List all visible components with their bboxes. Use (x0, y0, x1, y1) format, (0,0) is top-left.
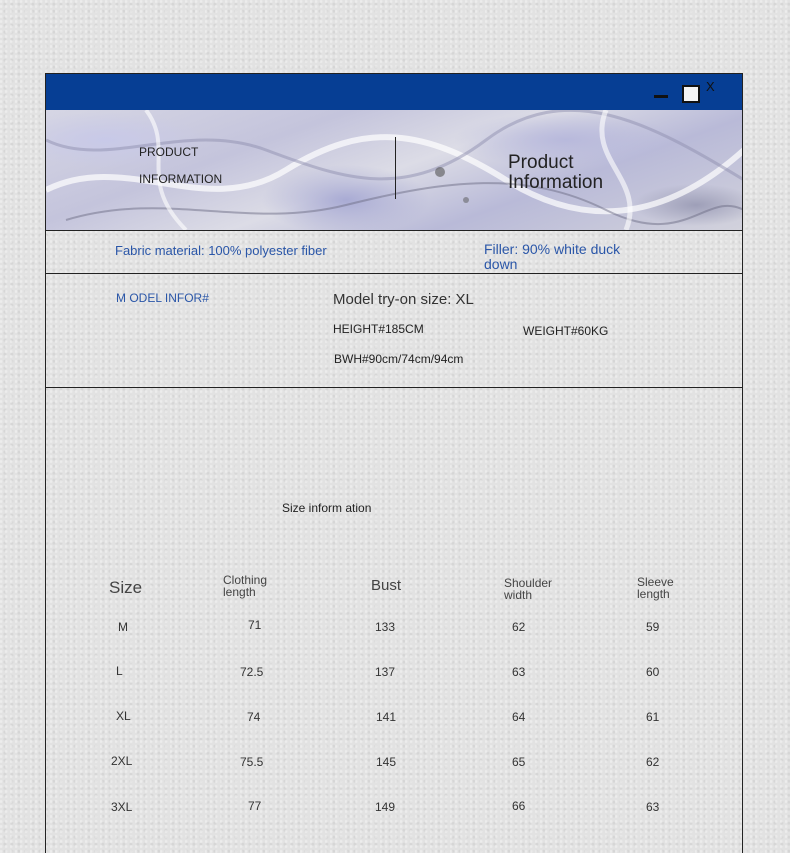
header-sleeve-length: Sleeve length (637, 575, 674, 601)
cell-bust: 141 (376, 710, 397, 724)
size-info-title: Size inform ation (282, 501, 372, 515)
product-banner (46, 110, 742, 230)
cell-shoulder-width: 66 (512, 799, 526, 813)
cell-size: 2XL (111, 754, 133, 768)
cell-size: M (118, 620, 128, 634)
banner-title: Product Information (508, 152, 604, 193)
cell-clothing-length: 71 (248, 618, 262, 632)
header-clothing-length: Clothing length (223, 573, 268, 599)
filler-material: Filler: 90% white duck down (484, 241, 621, 272)
cell-clothing-length: 77 (248, 799, 262, 813)
table-row (46, 710, 744, 730)
cell-shoulder-width: 65 (512, 755, 526, 769)
maximize-icon[interactable] (682, 85, 700, 103)
fabric-material: Fabric material: 100% polyester fiber (115, 243, 327, 258)
cell-sleeve-length: 63 (646, 800, 660, 814)
model-bwh: BWH#90cm/74cm/94cm (334, 352, 464, 366)
cell-sleeve-length: 60 (646, 665, 660, 679)
header-bust: Bust (371, 577, 402, 594)
cell-shoulder-width: 64 (512, 710, 526, 724)
close-button[interactable]: X (706, 79, 715, 94)
cell-size: 3XL (111, 800, 133, 814)
cell-clothing-length: 72.5 (240, 665, 264, 679)
model-weight: WEIGHT#60KG (523, 324, 609, 338)
cell-bust: 149 (375, 800, 396, 814)
banner-left-line2: INFORMATION (139, 172, 223, 186)
header-shoulder-width: Shoulder width (504, 576, 553, 602)
divider (46, 387, 742, 388)
model-info-label: M ODEL INFOR# (116, 291, 209, 305)
cell-sleeve-length: 62 (646, 755, 660, 769)
cell-bust: 133 (375, 620, 396, 634)
model-tryon-size: Model try-on size: XL (333, 291, 474, 308)
cell-bust: 145 (376, 755, 397, 769)
cell-shoulder-width: 62 (512, 620, 526, 634)
cell-sleeve-length: 59 (646, 620, 660, 634)
header-size: Size (109, 578, 143, 597)
cell-clothing-length: 75.5 (240, 755, 264, 769)
cell-size: L (116, 664, 123, 678)
cell-clothing-length: 74 (247, 710, 261, 724)
product-window (45, 73, 743, 853)
minimize-icon[interactable] (654, 95, 668, 98)
divider (46, 230, 742, 231)
table-row (46, 620, 744, 640)
table-row (46, 800, 744, 820)
banner-divider (395, 137, 396, 199)
cell-size: XL (116, 709, 131, 723)
cell-bust: 137 (375, 665, 396, 679)
title-bar (46, 74, 742, 110)
banner-left-line1: PRODUCT (139, 145, 199, 159)
table-row (46, 665, 744, 685)
cell-shoulder-width: 63 (512, 665, 526, 679)
divider (46, 273, 742, 274)
table-row (46, 755, 744, 775)
model-height: HEIGHT#185CM (333, 322, 424, 336)
cell-sleeve-length: 61 (646, 710, 660, 724)
